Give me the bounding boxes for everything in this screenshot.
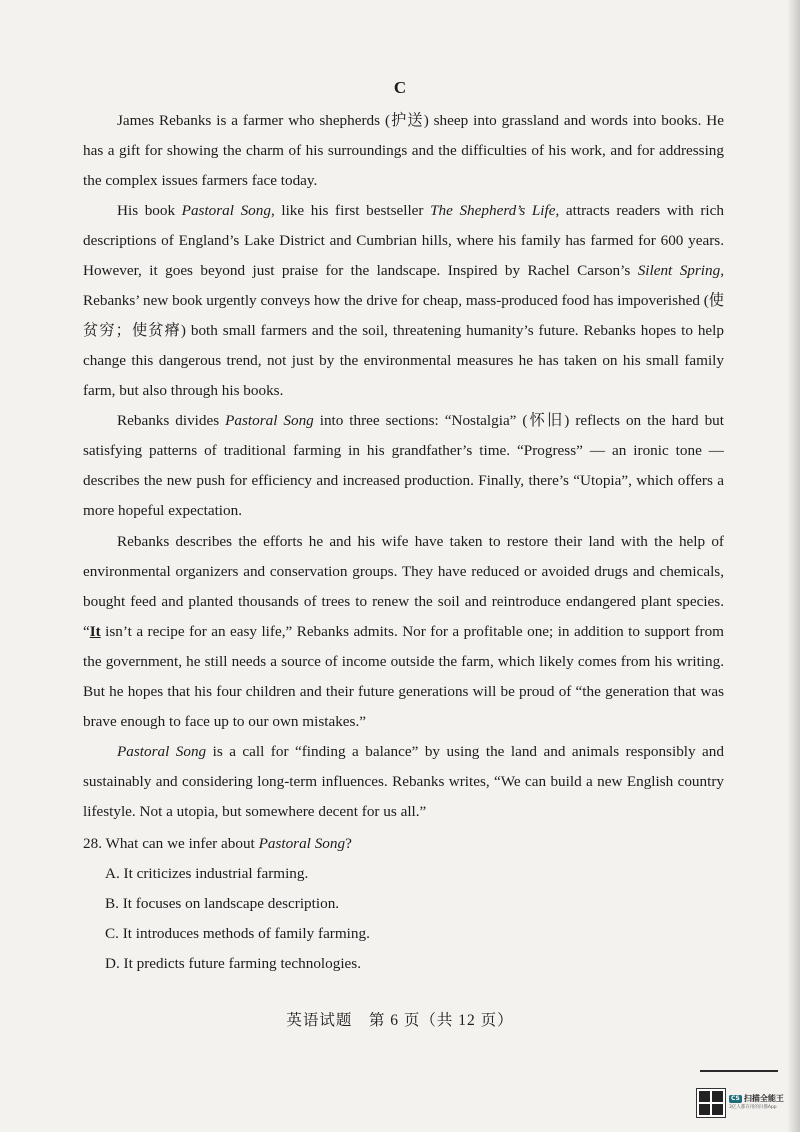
stamp-text bbox=[729, 1095, 784, 1111]
text-run: , attracts readers with rich descriptions of England’s Lake District and Cumbrian hills, where his family has farmed for 600 years. However, it goes beyond just praise for the landscape. Inspired by Rachel Carson’s bbox=[83, 202, 724, 279]
question-28 bbox=[83, 832, 352, 856]
option-b: B. It focuses on landscape description. bbox=[105, 895, 340, 912]
paragraph-4 bbox=[83, 527, 724, 737]
text-run: into three sections: “Nostalgia” (怀旧) reflects on the hard but satisfying patterns of traditional farming in his grandfather’s time. “Progress” — an ironic tone — describes the new push for efficiency and increased production. Finally, there’s “Utopia”, which offers a more hopeful expectation. bbox=[83, 412, 724, 519]
stamp-title-text: 扫描全能王 bbox=[743, 1094, 784, 1104]
book-title: The Shepherd’s Life bbox=[430, 202, 556, 219]
option-d: D. It predicts future farming technologies. bbox=[105, 955, 361, 972]
text-run: Rebanks divides bbox=[117, 412, 226, 429]
text-run: , like his first bestseller bbox=[270, 202, 431, 219]
stamp-title bbox=[729, 1095, 784, 1103]
cs-logo-icon: CS bbox=[731, 1095, 740, 1103]
text-run: is a call for “finding a balance” by using the land and animals responsibly and sustainably and considering long-term influences. Rebanks writes, “We can build a new English country lifestyle. Not a utopia, but somewhere decent for us all.” bbox=[83, 743, 724, 820]
section-heading: C bbox=[393, 78, 407, 97]
text-run: Rebanks describes the efforts he and his wife have taken to restore their land with the help of environmental organizers and conservation groups. They have reduced or avoided drugs and chemicals, bought feed and planted thousands of trees to renew the soil and reintroduce endangered plant species. “ bbox=[83, 533, 724, 640]
text-run: , Rebanks’ new book urgently conveys how the drive for cheap, mass-produced food has impoverished (使贫穷；使贫瘠) both small farmers and the soil, threatening humanity’s future. Rebanks hopes to help change this dangerous trend, not just by the environmental measures he has taken on his small family farm, but also through his books. bbox=[83, 262, 724, 399]
text-run: isn’t a recipe for an easy life,” Rebanks admits. Nor for a profitable one; in addition to support from the government, he still needs a source of income outside the farm, which likely comes from his writing. But he hopes that his four children and their future generations will be proud of “the generation that was brave enough to face up to our own mistakes.” bbox=[83, 623, 724, 730]
question-suffix: ? bbox=[345, 835, 352, 852]
paragraph-5 bbox=[83, 737, 724, 827]
question-book-title: Pastoral Song bbox=[258, 835, 346, 852]
paragraph-3 bbox=[83, 406, 724, 526]
paragraph-2 bbox=[83, 196, 724, 406]
option-a: A. It criticizes industrial farming. bbox=[105, 865, 309, 882]
page-footer: 英语试题 第 6 页（共 12 页） bbox=[286, 1012, 514, 1029]
book-title: Pastoral Song bbox=[181, 202, 271, 219]
book-title: Silent Spring bbox=[637, 262, 721, 279]
page-edge-shadow bbox=[788, 0, 800, 1132]
qr-code-icon bbox=[697, 1089, 725, 1117]
text-run: His book bbox=[117, 202, 182, 219]
option-c: C. It introduces methods of family farming. bbox=[105, 925, 370, 942]
book-title: Pastoral Song bbox=[117, 743, 207, 760]
paragraph-1: James Rebanks is a farmer who shepherds (护送) sheep into grassland and words into books. He has a gift for showing the charm of his surroundings and the difficulties of his work, and for addressing the complex issues farmers face today. bbox=[83, 112, 724, 189]
bottom-rule bbox=[700, 1070, 778, 1072]
book-title: Pastoral Song bbox=[225, 412, 314, 429]
stamp-subtitle: 3亿人都在用的扫描App bbox=[729, 1105, 777, 1111]
underlined-word: It bbox=[89, 623, 101, 640]
question-prefix: 28. What can we infer about bbox=[83, 835, 259, 852]
scanner-watermark bbox=[697, 1088, 789, 1118]
